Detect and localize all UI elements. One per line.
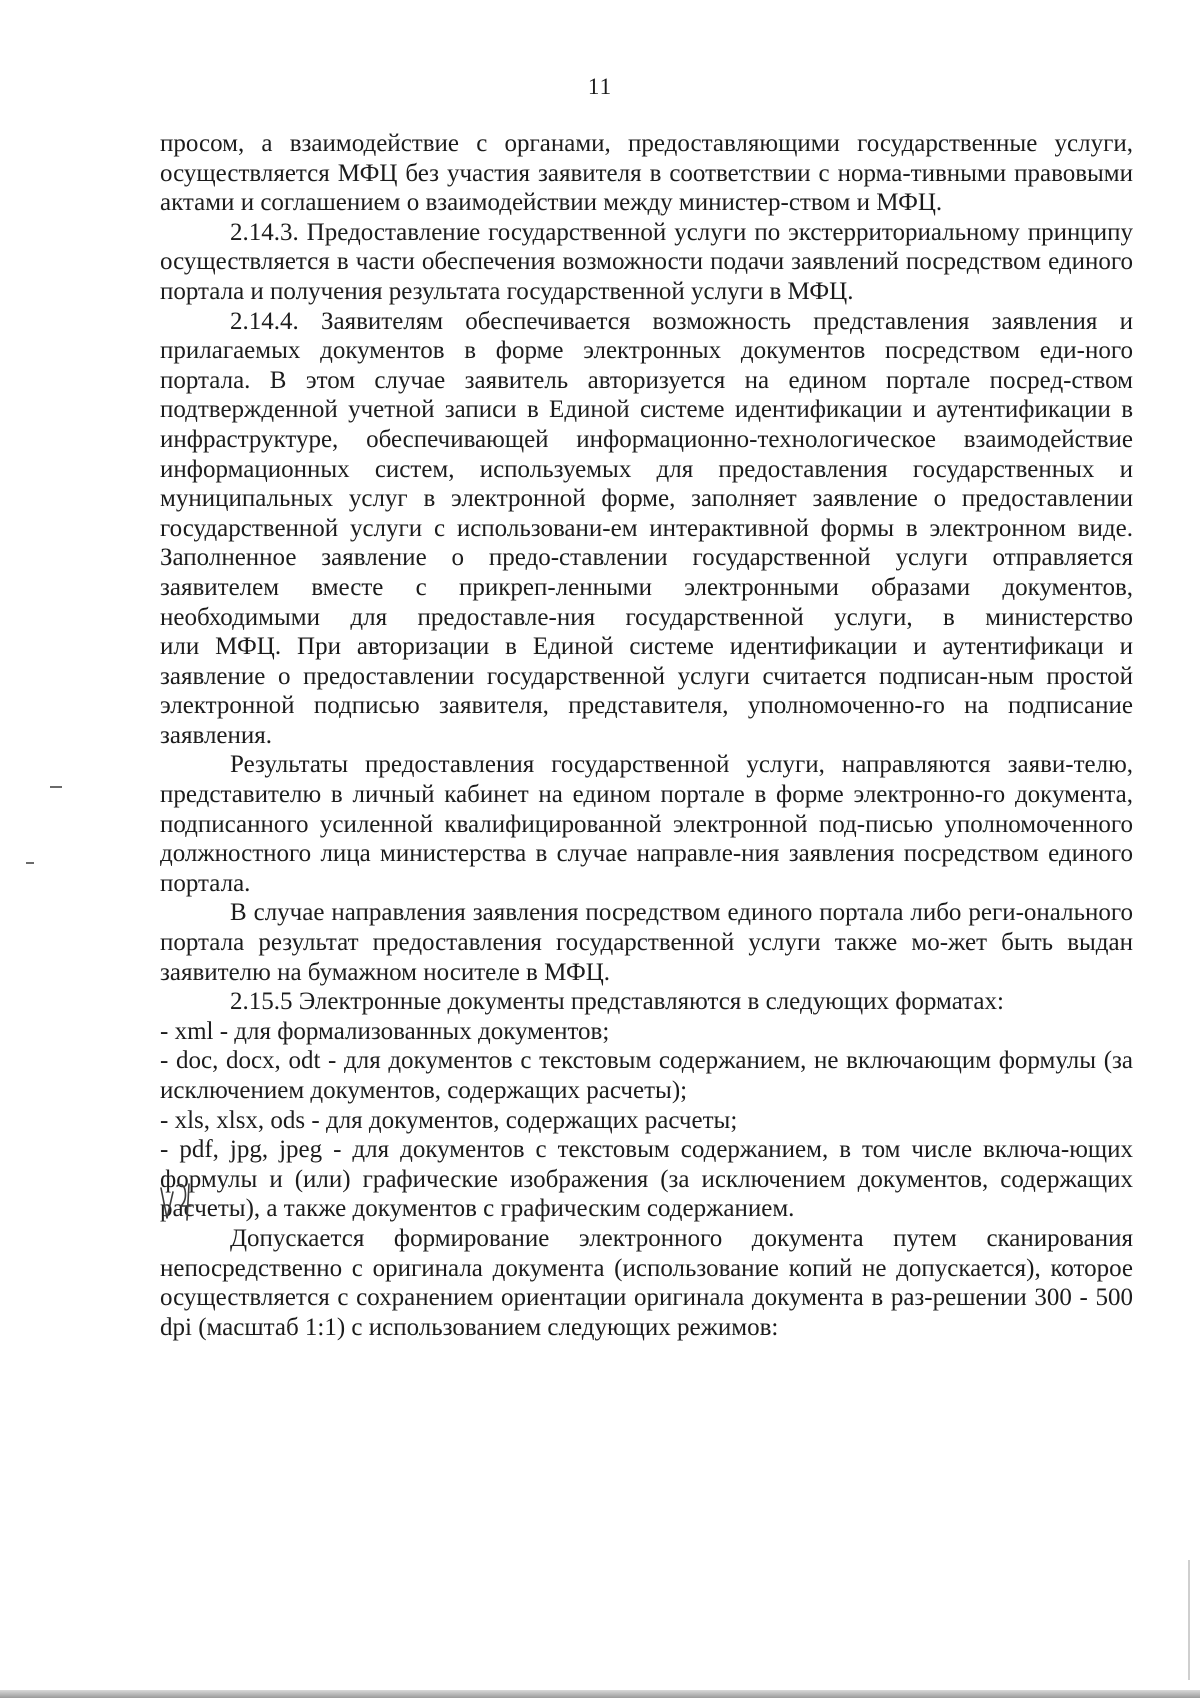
margin-scan-mark-bottom	[26, 862, 34, 864]
paragraph-2-14-4: 2.14.4. Заявителям обеспечивается возможность представления заявления и прилагаемых документов в форме электронных документов посредством еди-ного портала. В этом случае заявитель авторизуется на едином портале посред-ством подтвержденной учетной записи в Единой системе идентификации и аутентификации в инфраструктуре, обеспечивающей информационно-технологическое взаимодействие информационных систем, используемых для предоставления государственных и муниципальных услуг в электронной форме, заполняет заявление о предоставлении государственной услуги с использовани-ем интерактивной формы в электронном виде. Заполненное заявление о предо-ставлении государственной услуги отправляется заявителем вместе с прикреп-ленными электронными образами документов, необходимыми для предоставле-ния государственной услуги, в министерство	[160, 307, 1133, 631]
paragraph-2-14-3: 2.14.3. Предоставление государственной услуги по экстерриториальному принципу осуществляется в части обеспечения возможности подачи заявлений посредством единого портала и получения результата государственной услуги в МФЦ.	[160, 218, 1133, 305]
paragraph-results: Результаты предоставления государственной услуги, направляются заяви-телю, представителю в личный кабинет на едином портале в форме электронно-го документа, подписанного усиленной квалифицированной электронной под-писью уполномоченного должностного лица министерства в случае направле-ния заявления посредством единого портала.	[160, 751, 1133, 897]
scan-edge-bottom	[0, 1690, 1200, 1698]
paragraph-2-14-4-continued: или МФЦ. При авторизации в Единой системе идентификации и аутентификаци и заявление о предоставлении государственной услуги считается подписан-ным простой электронной подписью заявителя, представителя, уполномоченно-го на подписание заявления.	[160, 633, 1133, 749]
scan-edge-right	[1188, 1560, 1190, 1680]
margin-scan-mark-top	[50, 786, 62, 788]
paragraph-2-15-5: 2.15.5 Электронные документы представляются в следующих форматах:	[230, 988, 1004, 1016]
format-item-pdf: - pdf, jpg, jpeg - для документов с текстовым содержанием, в том числе включа-ющих формулы и (или) графические изображения (за исключением документов, содержащих расчеты), а также документов с графическим содержанием.	[160, 1136, 1133, 1223]
page-number: 11	[587, 74, 613, 99]
paragraph-paper-copy: В случае направления заявления посредством единого портала либо реги-онального портала результат предоставления государственной услуги также мо-жет быть выдан заявителю на бумажном носителе в МФЦ.	[160, 899, 1133, 986]
paragraph-scanning: Допускается формирование электронного документа путем сканирования непосредственно с оригинала документа (использование копий не допускается), которое осуществляется с сохранением ориентации оригинала документа в раз-решении 300 - 500 dpi (масштаб 1:1) с использованием следующих режимов:	[160, 1224, 1133, 1341]
paragraph-continuation: просом, а взаимодействие с органами, предоставляющими государственные услуги, осуществляется МФЦ без участия заявителя в соответствии с норма-тивными правовыми актами и соглашением о взаимодействии между министер-ством и МФЦ.	[160, 130, 1133, 217]
document-body	[160, 129, 1133, 1342]
handwritten-correction-mark	[157, 1180, 205, 1224]
format-item-doc: - doc, docx, odt - для документов с текстовым содержанием, не включающим формулы (за исключением документов, содержащих расчеты);	[160, 1047, 1133, 1104]
format-item-xls: - xls, xlsx, ods - для документов, содержащих расчеты;	[160, 1106, 738, 1134]
format-item-xml: - xml - для формализованных документов;	[160, 1017, 610, 1045]
